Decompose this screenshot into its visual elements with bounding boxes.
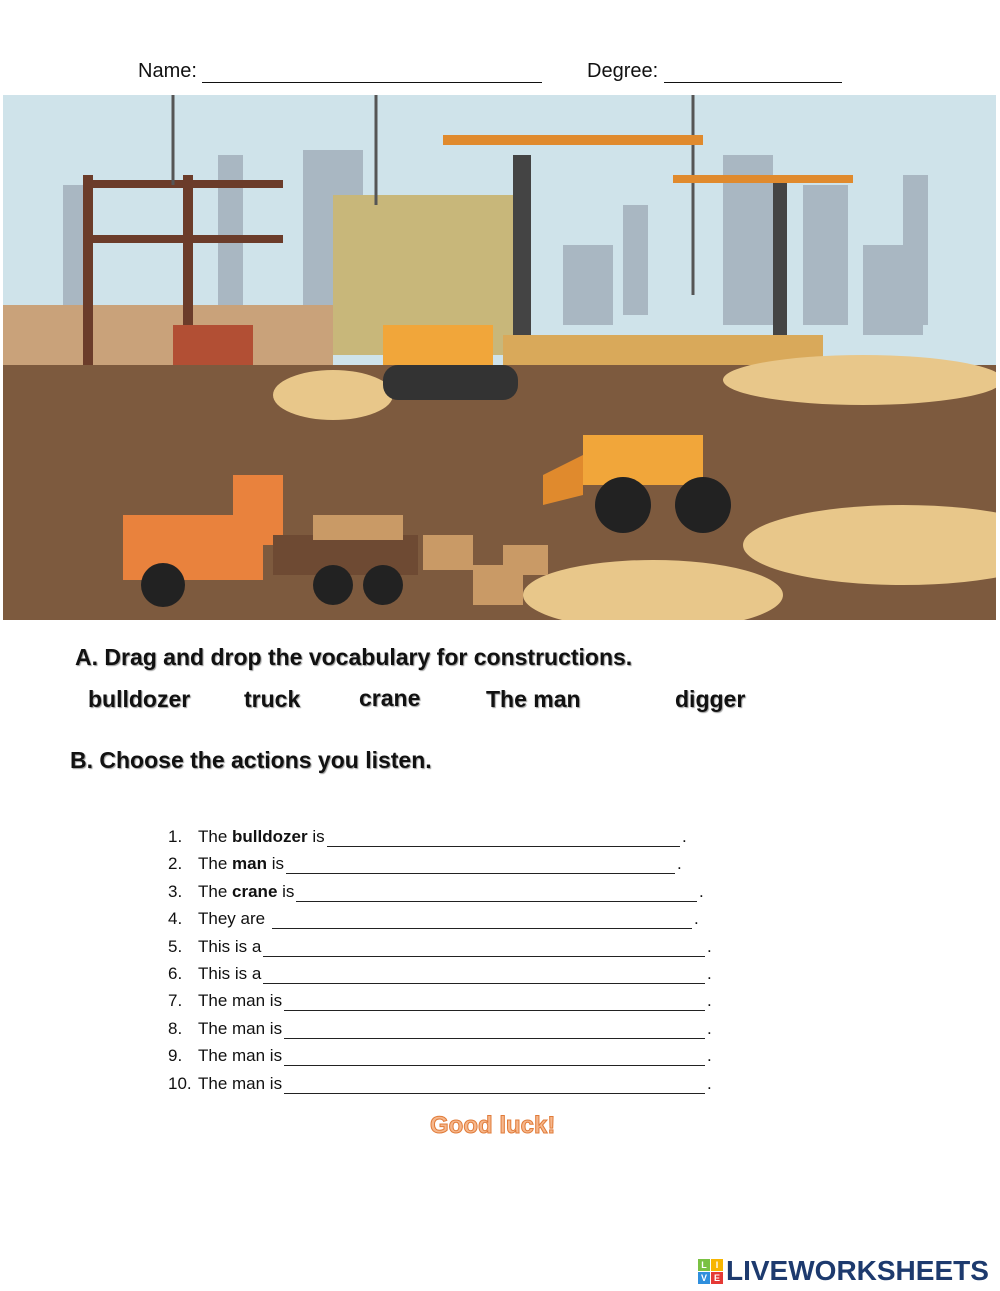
question-number: 5. [168, 936, 183, 956]
question-text-post: is [307, 827, 325, 846]
question-text-pre: The [198, 854, 233, 874]
question-text-pre: This is a [198, 964, 262, 983]
question-text-pre: The man is [198, 1073, 283, 1093]
question-row [168, 1017, 712, 1039]
answer-input[interactable] [284, 1021, 705, 1039]
section-a-title: A. Drag and drop the vocabulary for constructions. [75, 644, 633, 670]
answer-input[interactable] [263, 966, 705, 984]
question-row [168, 852, 682, 874]
question-number: 1. [168, 827, 183, 846]
answer-input[interactable] [263, 939, 705, 957]
period: . [694, 909, 699, 929]
question-keyword: bulldozer [232, 827, 308, 846]
question-text-pre: The man is [198, 1046, 283, 1066]
question-row [168, 1072, 712, 1094]
question-text-pre: The man is [198, 991, 283, 1011]
question-row [168, 880, 704, 902]
question-text-post: is [267, 854, 284, 874]
degree-line[interactable] [664, 63, 842, 83]
logo-text: LIVEWORKSHEETS [726, 1255, 989, 1286]
section-b-title: B. Choose the actions you listen. [70, 747, 432, 773]
period: . [707, 991, 712, 1011]
word-crane[interactable]: crane [359, 685, 421, 711]
question-text-pre: This is a [198, 936, 262, 956]
name-field [138, 60, 542, 83]
question-row [168, 962, 712, 984]
logo-letter: L [698, 1259, 710, 1271]
period: . [707, 936, 712, 956]
question-keyword: man [232, 854, 267, 874]
name-line[interactable] [202, 63, 542, 83]
construction-site-illustration [3, 95, 996, 620]
degree-label: Degree: [587, 60, 659, 82]
question-keyword: crane [232, 881, 278, 901]
logo-letter: E [711, 1272, 723, 1284]
name-label: Name: [138, 60, 197, 82]
period: . [707, 1046, 712, 1066]
answer-input[interactable] [296, 884, 697, 902]
question-row [168, 907, 699, 929]
period: . [682, 827, 687, 846]
answer-input[interactable] [286, 856, 675, 874]
question-number: 6. [168, 964, 183, 983]
word-digger[interactable]: digger [675, 686, 746, 712]
question-text-pre: The [198, 881, 233, 901]
question-text-pre: They are [198, 909, 270, 929]
period: . [699, 881, 704, 901]
good-luck-text: Good luck! [430, 1112, 556, 1139]
period: . [707, 964, 712, 983]
answer-input[interactable] [327, 829, 680, 847]
logo-letter: V [698, 1272, 710, 1284]
question-row [168, 1044, 712, 1066]
period: . [707, 1073, 712, 1093]
question-number: 3. [168, 881, 183, 901]
question-text-pre: The man is [198, 1018, 283, 1038]
liveworksheets-logo [698, 1255, 989, 1287]
question-number: 10. [168, 1073, 192, 1093]
answer-input[interactable] [284, 1076, 705, 1094]
word-bulldozer[interactable]: bulldozer [88, 686, 191, 712]
question-number: 9. [168, 1046, 183, 1066]
question-number: 4. [168, 909, 183, 929]
question-row [168, 935, 712, 957]
word-the-man[interactable]: The man [486, 686, 581, 712]
period: . [707, 1018, 712, 1038]
question-text-post: is [277, 881, 295, 901]
question-text-pre: The [198, 827, 233, 846]
period: . [677, 854, 682, 874]
answer-input[interactable] [284, 993, 705, 1011]
question-row [168, 825, 687, 847]
answer-input[interactable] [284, 1048, 705, 1066]
logo-letter: I [711, 1259, 723, 1271]
degree-field [587, 60, 842, 83]
question-number: 2. [168, 854, 183, 874]
question-row [168, 989, 712, 1011]
question-number: 8. [168, 1018, 183, 1038]
logo-icon [698, 1259, 723, 1284]
word-truck[interactable]: truck [244, 686, 301, 712]
answer-input[interactable] [272, 911, 692, 929]
question-number: 7. [168, 991, 183, 1011]
